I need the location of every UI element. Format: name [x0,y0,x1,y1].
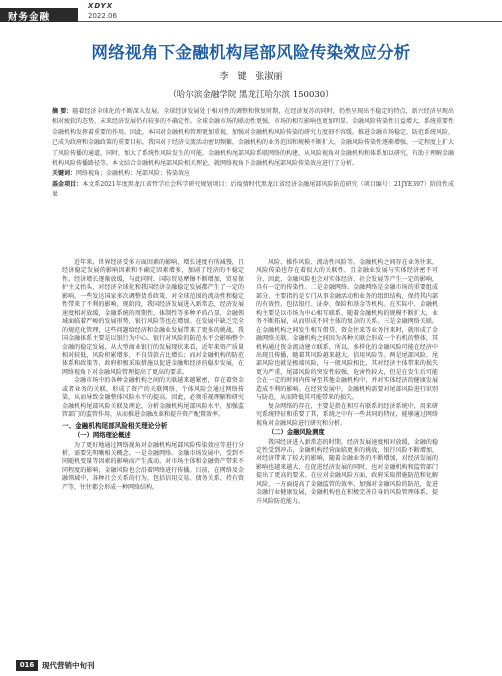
keywords-label: 关键词： [52,170,77,178]
body-paragraph: 为了更好地通过网络视角对金融机构尾部风险传染效应等进行分析，需要先明晰相关概念。一是金融网络。金融市场发展中，受到不同随机变量等因素的影响而产生波动，对市场主体和金融资产带来不同程度的影响，金融风险也会沿着网络进行传播。目前，在网络及金融领域中，各种社会关系的行为，包括信用交易、债务关系、持有资产等，往往都会形成一种网络结构。 [62,441,244,491]
body-column-right [256,259,438,506]
keywords-line [52,169,454,179]
fund-label: 基金项目： [52,180,83,188]
header-divider [78,21,502,22]
body-column-left [62,259,244,492]
journal-code: XDYX [88,2,114,10]
abstract-paragraph [52,107,454,169]
body-paragraph: 金融市场中的各种金融机构之间的关联越来越紧密，存在着资金或者业务的关联，形成了资产的关联网络，个体风险会通过网络传染，从而导致金融整体风险水平的提高。因此，必须重视理解和研究金融机构尾部风险关联及理论，分析金融机构尾部风险水平，加强监管部门的监管作用，从而推进金融改革和提升资产配置效率。 [62,377,244,419]
article-authors: 李 键 张淑丽 [219,72,283,82]
section-heading: 一、金融机构尾部风险相关理论分析 [62,421,168,430]
page-number: 016 [16,660,38,671]
abstract-label: 摘 要： [52,108,73,115]
subsection-heading: （二）金融风险测度 [268,429,325,437]
fund-line [52,180,454,201]
body-paragraph: 风险、操作风险、流动性风险等。金融机构之间存在业务往来，风险传染也存在着很大的关联性，且金融业发展与实体经济密不可分，因此，金融风险也会对实体经济、社会发展等产生一定的影响，具有一定的传染性。二是金融网络。金融网络是金融市场的重要组成部分，主要指的是专门从事金融活动和业务的组织结构，保持其内部的有效性，包括银行、证券、保险和基金等机构。在实际中，金融机构主要是以市场为中心相互联系，随着金融机构的规模不断扩大，业务不断拓展，从而形成不同主体的复杂的关系。三是金融网络关联。在金融机构之间发生相互借贷、资金往来等业务往来时，就形成了金融网络关联。金融机构之间因为各种关联会形成一个有机的整体，其机构通过资金流动建立联系，所以，多样化的金融风险可能在经济中出现且传播，随着其风险越来越大，信用风险等。两是尾部风险。尾部风险也就是极端风险，与一般风险相比，其对经济主体带来的损失更为严重，尾部风险的突发性较强，危害性较大，但是在发生后可能会在一定的时间内传导至其他金融机构中，并对实体经济的健康发展造成不利的影响。在经营发展中，金融机构需要对尾部风险进行识别与防范，从而降低其可能带来的损失。 [256,259,438,402]
issue-year: 2022.06 [88,12,117,20]
running-header [0,0,502,30]
fund-text: 本文系2021年度黑龙江省哲学社会科学研究规划项目：后疫情时代黑龙江省经济金融尾部风险防范研究（项目编号：21JYE397）阶段性成果 [52,180,454,199]
journal-name: 现代营销中旬刊 [42,661,95,670]
section-label: 财务金融 [8,12,51,23]
body-paragraph: 我国经济进入新常态的时期，经济发展速度相对放缓，金融的稳定性受到冲击，金融机构经营面临更多的挑战，银行风险不断增加，对经济带来了较大的影响，随着金融业务的不断增加，对经济发展的影响也越来越大，在促进经济发展的同时，也对金融机构和监管部门提出了更高的要求。在应对金融风险方面，政府采取措施防范和化解风险，一方面提高了金融监管的效率，加强对金融风险的防范，促进金融行业健康发展，金融机构也在积极完善自身的风险管理体系，提升风险防范能力。 [256,438,438,505]
subsection-heading: （一）网络理论概述 [74,432,131,440]
article-title: 网络视角下金融机构尾部风险传染效应分析 [91,43,411,62]
keywords-text: 网络视角；金融机构；尾部风险；传染效应 [76,170,191,178]
body-paragraph: 复杂网络的存在，主要是指在相互有联系的经济系统中，用来研究系统特征和重要了其，系统之中有一些共同的特征，能够通过网络视角对金融风险进行研究和分析。 [256,402,438,427]
body-paragraph: 近年来，世界经济受多方面因素的影响，增长速度有所减慢，且经济稳定发展的影响因素和不确定因素增多，加剧了经济的不稳定性。经济增长逐渐放缓，与此同时，国际贸易摩擦不断增加，贸易保护主义抬头，对经济全球化和我国经济金融稳定发展都产生了一定的影响。一些发达国家多次调整货币政策，对全球范围的流动性和稳定性带来了不利的影响。现阶段，我国经济发展进入新常态，经济发展速度相对放缓，金融系统的周期性、体制性等多种矛盾凸显，金融领域面临着严峻的发展形势，银行风险等也在增加。在发展中缺乏完全的规范化管理，这些问题给经济和金融业发展带来了更多的挑战。我国金融体系主要是以银行为中心，银行对风险的防范水平会影响整个金融的稳定发展，从大型商业银行的发展现状来看，近年来资产质量相对较低，风险积累增多，不良贷款占比增长；而对金融机构的防范体系和政策等，政府积极采取措施以促进金融和经济的稳步发展，在网络视角下对金融风险管理提出了更高的要求。 [62,259,244,376]
abstract-text: 随着经济全球化的不断深入发展，全球经济发展处于相对性的调整和恢复时期，在经济复苏的同时，仍然呈现出不稳定的特点，新兴经济呈现出相对疲软的态势，未来经济发展仍有较多的不确定性。全球金融市场的联动性更强，市场的相互影响也更加明显。金融风险传染性日益增大，系统重要性金融机构发挥着重要的作用。因此，本国对金融机构管理更加重视，加强对金融机构风险传染的研究力度刻不容缓。推进金融市场稳定，防范系统风险，已成为政府和金融政策的重要目标。我国对于经济交流活动密切频繁，金融机构的业务范围和规模不断扩大，金融风险传染性逐渐增强，一定程度上扩大了风险传播的通道，同时，加大了系统性风险发生的可能。金融机构尾部风险系联网络的构建，从风险视角对金融机构和体系加以研究，有助于理解金融机构风险传播路径等。本文结合金融机构尾部风险相关理论，就网络视角下金融机构尾部风险传染效应进行了分析。 [52,108,455,168]
section-label-bar [0,8,78,22]
author-affiliation: （哈尔滨金融学院 黑龙江哈尔滨 150030） [168,90,334,100]
abstract-block [52,107,454,201]
